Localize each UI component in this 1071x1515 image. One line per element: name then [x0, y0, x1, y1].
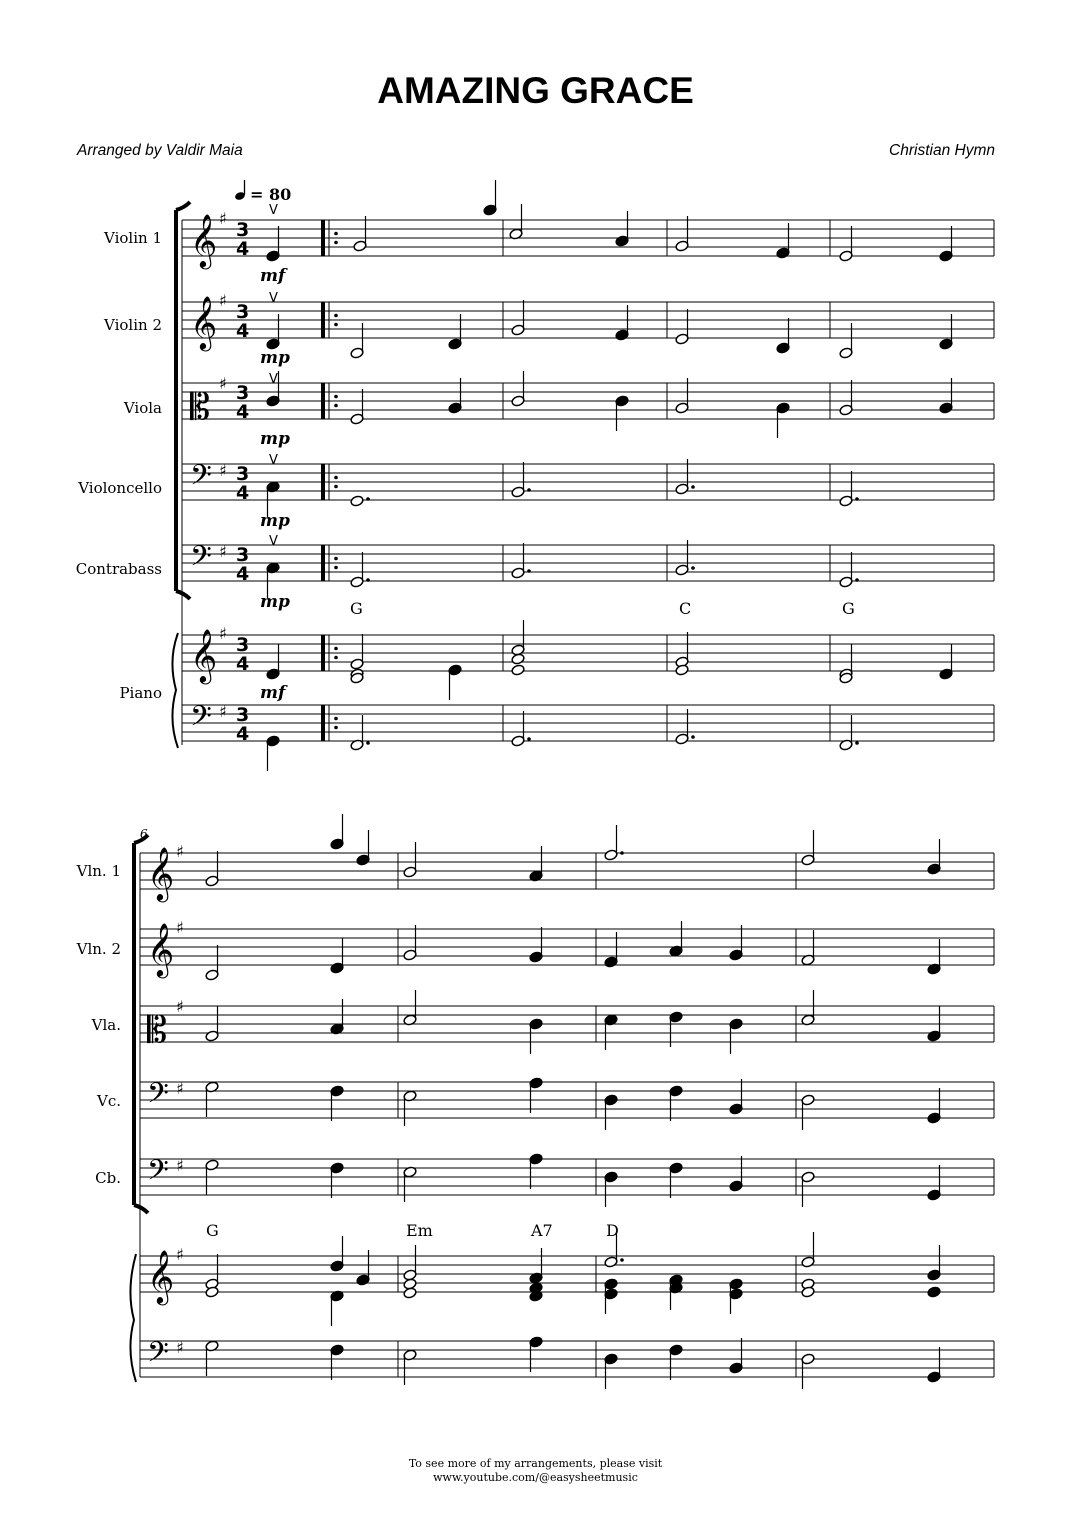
- chord-symbol: G: [842, 599, 855, 618]
- instrument-label-contrabass: Contrabass: [75, 560, 162, 578]
- bass-clef: 𝄢: [147, 1077, 169, 1117]
- dynamic-viola: mp: [260, 429, 290, 449]
- repeat-dot: [334, 647, 338, 651]
- treble-clef: 𝄞: [190, 295, 218, 349]
- chord-symbol: A7: [531, 1221, 553, 1240]
- dot: [620, 1258, 624, 1262]
- score-title: AMAZING GRACE: [377, 70, 694, 111]
- repeat-dot: [334, 566, 338, 570]
- repeat-dot: [334, 476, 338, 480]
- note-head: [511, 653, 525, 665]
- dot: [855, 497, 859, 501]
- instrument-label-vln-1: Vln. 1: [76, 862, 121, 880]
- treble-clef: 𝄞: [190, 628, 218, 682]
- dot: [691, 566, 695, 570]
- chord-symbol: G: [350, 599, 363, 618]
- dot: [366, 497, 370, 501]
- sharp-key-signature: ♯: [176, 997, 184, 1016]
- note-head: [350, 495, 364, 507]
- repeat-dot: [334, 395, 338, 399]
- repeat-dot: [334, 241, 338, 245]
- piano-brace: [172, 633, 178, 748]
- time-signature-top: 3: [236, 704, 250, 726]
- composer-credit: Christian Hymn: [889, 142, 995, 159]
- repeat-dot: [334, 232, 338, 236]
- time-signature-bottom: 4: [236, 401, 250, 423]
- time-signature-top: 3: [236, 301, 250, 323]
- time-signature-top: 3: [236, 219, 250, 241]
- treble-clef: 𝄞: [147, 846, 175, 900]
- sharp-key-signature: ♯: [219, 461, 227, 480]
- bass-clef: 𝄢: [190, 700, 212, 740]
- time-signature-bottom: 4: [236, 653, 250, 675]
- measure-number: 6: [140, 827, 148, 841]
- dot: [620, 851, 624, 855]
- treble-clef: 𝄞: [147, 1249, 175, 1303]
- treble-clef: 𝄞: [147, 922, 175, 976]
- sharp-key-signature: ♯: [219, 702, 227, 721]
- sharp-key-signature: ♯: [176, 1338, 184, 1357]
- instrument-label-viola: Viola: [123, 399, 162, 417]
- bass-clef: 𝄢: [147, 1336, 169, 1376]
- chord-symbol: D: [606, 1221, 619, 1240]
- up-bow-mark: V: [269, 203, 278, 218]
- dot: [855, 578, 859, 582]
- instrument-label-vla: Vla.: [91, 1016, 121, 1034]
- time-signature-bottom: 4: [236, 238, 250, 260]
- dynamic-piano: mf: [260, 683, 286, 703]
- repeat-dot: [334, 323, 338, 327]
- instrument-label-violin-2: Violin 2: [104, 316, 162, 334]
- time-signature-top: 3: [236, 634, 250, 656]
- dynamic-contrabass: mp: [260, 592, 290, 612]
- dot: [691, 735, 695, 739]
- dot: [366, 741, 370, 745]
- up-bow-mark: V: [269, 291, 278, 306]
- tempo-text: = 80: [250, 185, 292, 204]
- sharp-key-signature: ♯: [219, 542, 227, 561]
- up-bow-mark: V: [269, 534, 278, 549]
- sharp-key-signature: ♯: [176, 918, 184, 937]
- instrument-label-violoncello: Violoncello: [78, 479, 162, 497]
- instrument-label-violin-1: Violin 1: [104, 229, 162, 247]
- time-signature-bottom: 4: [236, 723, 250, 745]
- dot: [691, 485, 695, 489]
- instrument-label-vc: Vc.: [96, 1092, 121, 1110]
- dynamic-violin-2: mp: [260, 348, 290, 368]
- footer-line-1: To see more of my arrangements, please visit: [408, 1457, 663, 1470]
- dynamic-violin-1: mf: [260, 266, 286, 286]
- dot: [855, 741, 859, 745]
- sharp-key-signature: ♯: [176, 1079, 184, 1098]
- footer-note: [0, 1457, 1071, 1485]
- repeat-dot: [334, 557, 338, 561]
- alto-clef: 𝄡: [190, 387, 211, 428]
- bass-clef: 𝄢: [190, 540, 212, 580]
- note-head: [511, 664, 525, 676]
- time-signature-bottom: 4: [236, 563, 250, 585]
- up-bow-mark: V: [269, 372, 278, 387]
- repeat-dot: [334, 656, 338, 660]
- dot: [527, 737, 531, 741]
- arranger-credit: Arranged by Valdir Maia: [77, 142, 243, 159]
- bass-clef: 𝄢: [190, 459, 212, 499]
- instrument-label-cb: Cb.: [95, 1169, 121, 1187]
- sharp-key-signature: ♯: [176, 1245, 184, 1264]
- dynamic-violoncello: mp: [260, 511, 290, 531]
- treble-clef: 𝄞: [190, 213, 218, 267]
- note-head: [403, 1287, 417, 1299]
- alto-clef: 𝄡: [147, 1010, 168, 1051]
- time-signature-top: 3: [236, 382, 250, 404]
- note-head: [927, 1286, 941, 1298]
- time-signature-bottom: 4: [236, 320, 250, 342]
- chord-symbol: G: [206, 1221, 219, 1240]
- dot: [366, 578, 370, 582]
- repeat-dot: [334, 485, 338, 489]
- time-signature-bottom: 4: [236, 482, 250, 504]
- repeat-dot: [334, 726, 338, 730]
- piano-brace: [130, 1254, 136, 1382]
- repeat-dot: [334, 717, 338, 721]
- sharp-key-signature: ♯: [176, 1156, 184, 1175]
- tempo-marking: [234, 180, 291, 204]
- dot: [527, 488, 531, 492]
- sharp-key-signature: ♯: [219, 209, 227, 228]
- time-signature-top: 3: [236, 463, 250, 485]
- time-signature-top: 3: [236, 544, 250, 566]
- chord-symbol: C: [679, 599, 692, 618]
- sharp-key-signature: ♯: [219, 374, 227, 393]
- sharp-key-signature: ♯: [219, 624, 227, 643]
- dot: [527, 569, 531, 573]
- bass-clef: 𝄢: [147, 1154, 169, 1194]
- instrument-label-piano: Piano: [119, 684, 162, 702]
- sharp-key-signature: ♯: [219, 291, 227, 310]
- instrument-label-vln-2: Vln. 2: [76, 940, 121, 958]
- repeat-dot: [334, 314, 338, 318]
- sharp-key-signature: ♯: [176, 842, 184, 861]
- footer-line-2: www.youtube.com/@easysheetmusic: [433, 1471, 638, 1484]
- repeat-dot: [334, 404, 338, 408]
- up-bow-mark: V: [269, 453, 278, 468]
- chord-symbol: Em: [406, 1221, 433, 1240]
